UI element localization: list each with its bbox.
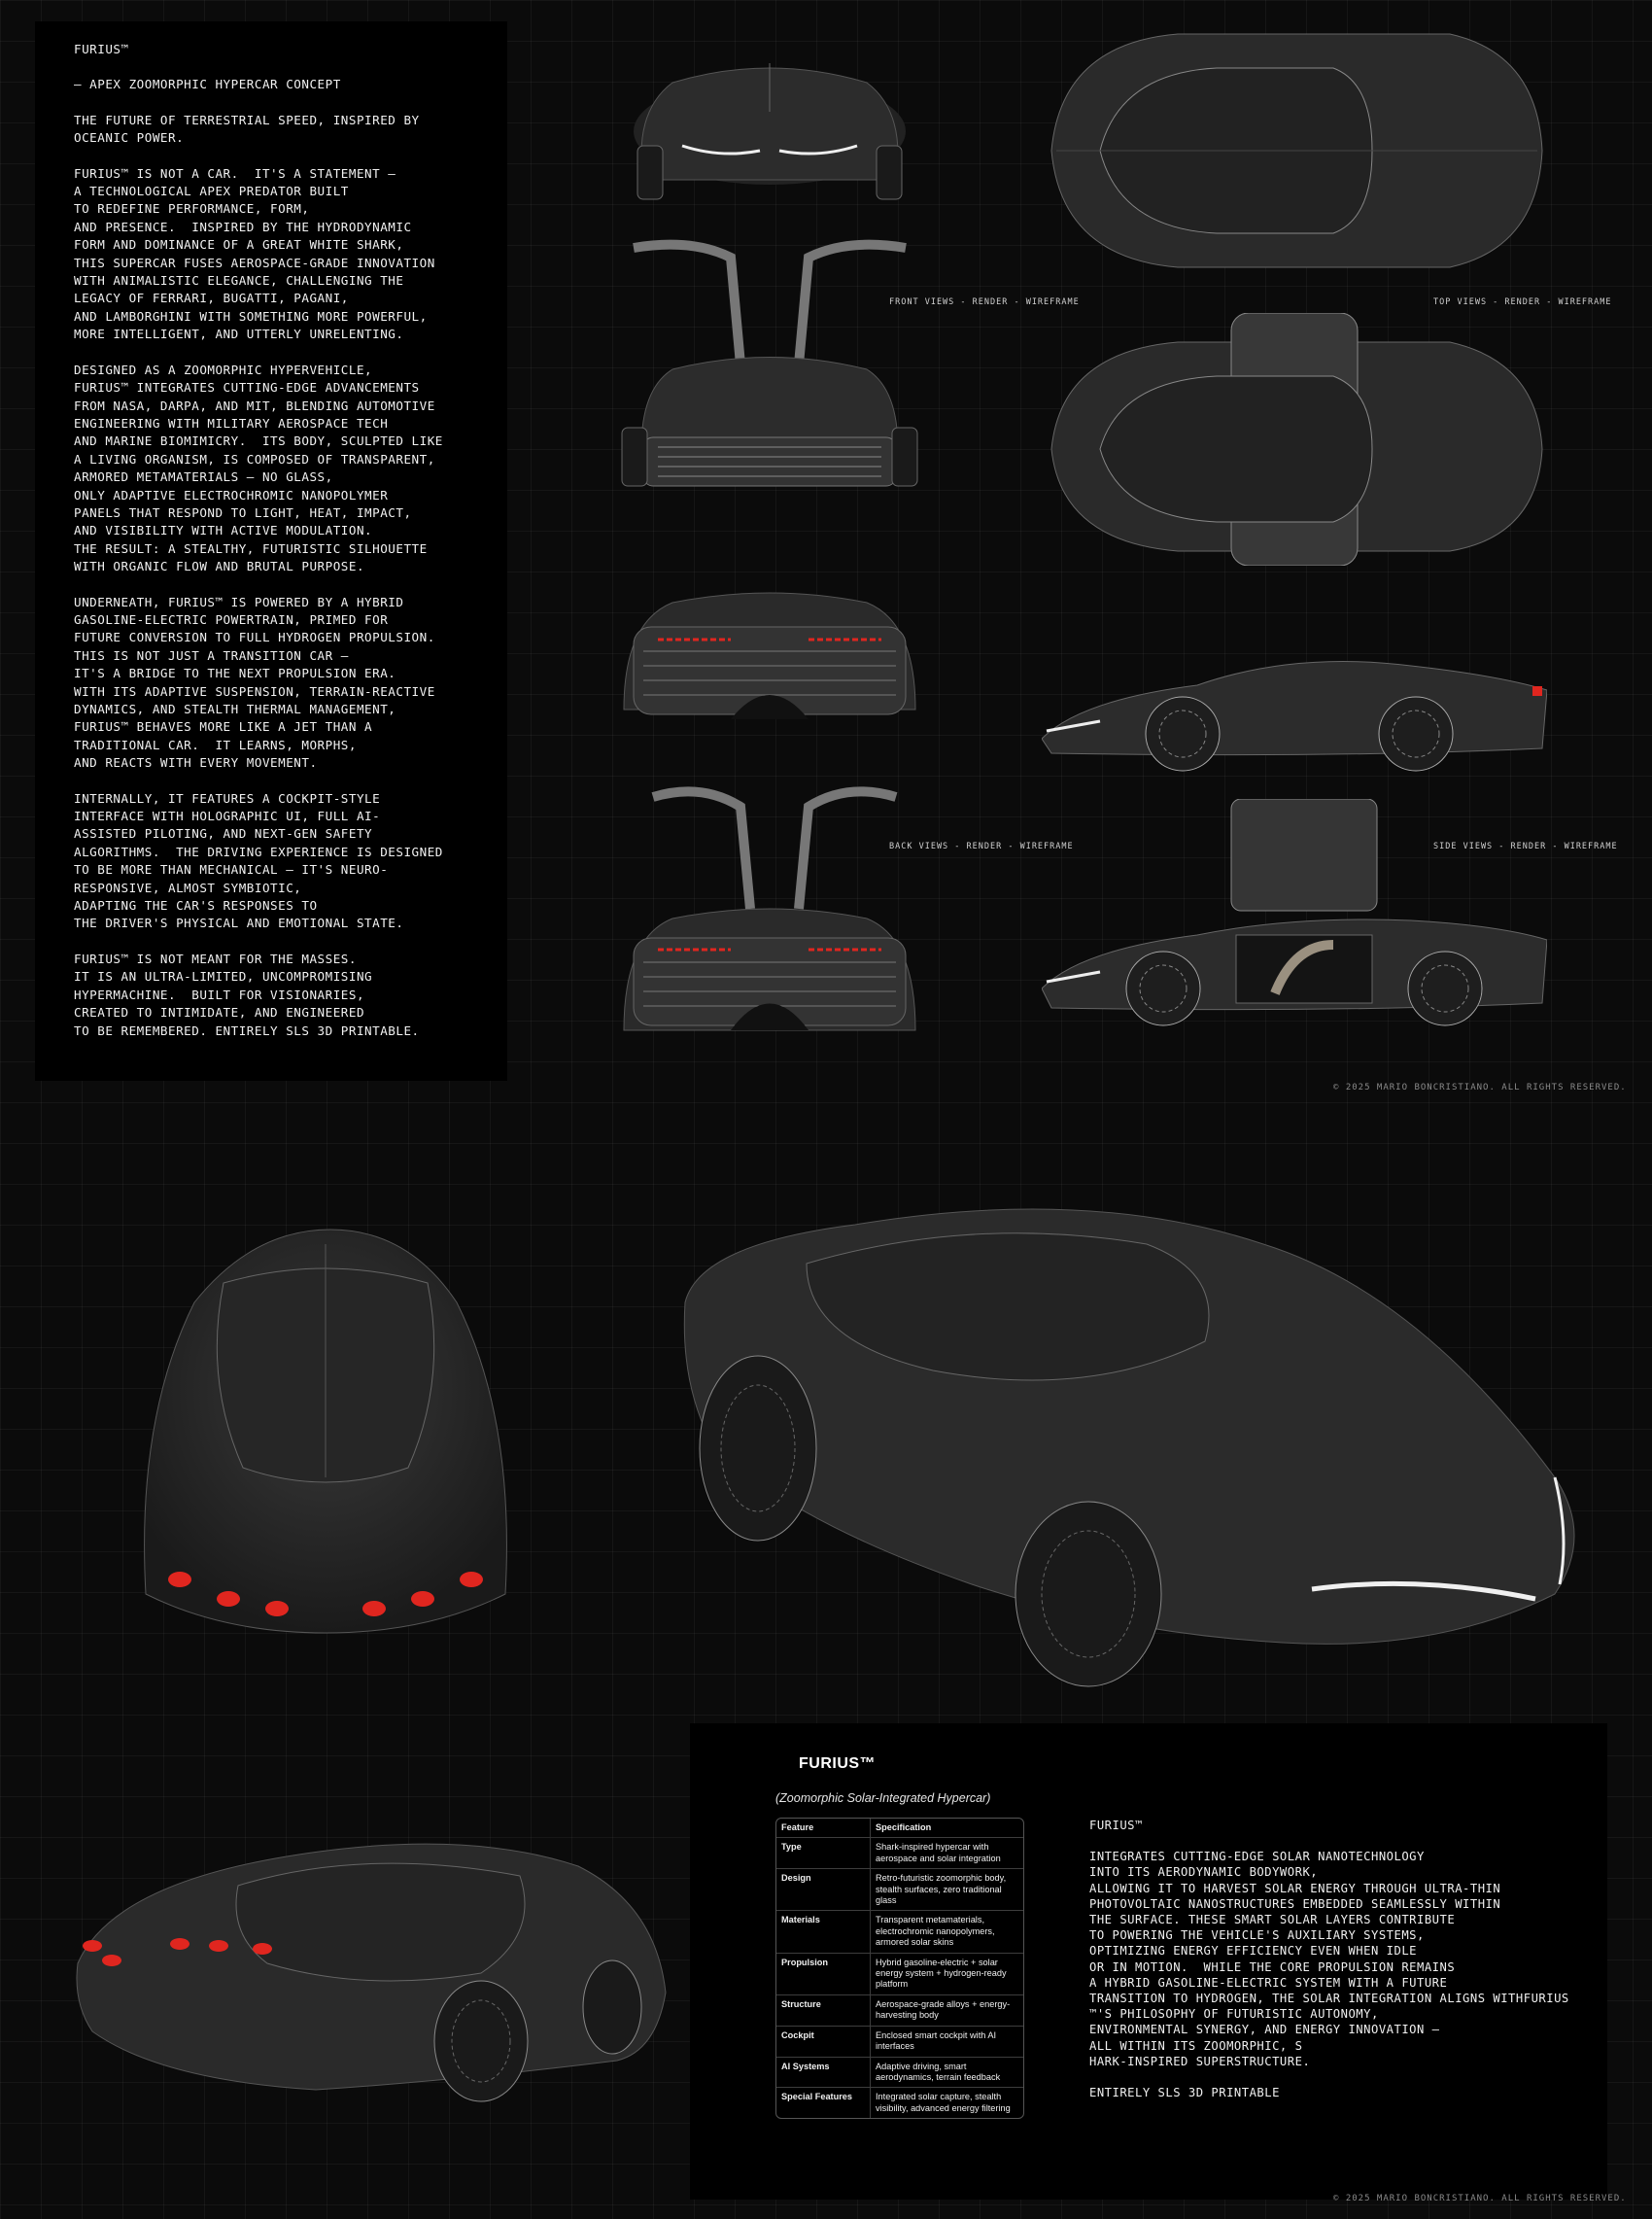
intro-line: FURIUS™ IS NOT MEANT FOR THE MASSES. [74, 951, 357, 966]
front-doors-open-render-image [614, 238, 925, 505]
intro-line: FUTURE CONVERSION TO FULL HYDROGEN PROPULSION. [74, 630, 435, 645]
side-doors-open-render-image [1042, 799, 1547, 1042]
intro-line: IT IS AN ULTRA-LIMITED, UNCOMPROMISING [74, 969, 373, 985]
intro-line: WITH ITS ADAPTIVE SUSPENSION, TERRAIN-REACTIVE [74, 683, 435, 699]
copyright-bottom: © 2025 MARIO BONCRISTIANO. ALL RIGHTS RESERVED. [1333, 2194, 1627, 2203]
intro-line: TRADITIONAL CAR. IT LEARNS, MORPHS, [74, 737, 357, 752]
spec-table-row [776, 1954, 1023, 1995]
spec-table-row [776, 1869, 1023, 1911]
solar-line: A HYBRID GASOLINE-ELECTRIC SYSTEM WITH A FUTURE [1089, 1975, 1448, 1990]
intro-paragraph [74, 594, 507, 773]
intro-paragraph [74, 112, 507, 148]
intro-title: FURIUS™ [74, 42, 129, 56]
back-doors-open-render-image [614, 782, 925, 1040]
spec-title: FURIUS™ [799, 1755, 877, 1772]
intro-line: A LIVING ORGANISM, IS COMPOSED OF TRANSPARENT, [74, 451, 435, 467]
intro-line: WITH ANIMALISTIC ELEGANCE, CHALLENGING THE [74, 273, 404, 289]
spec-feature-cell: Propulsion [776, 1954, 871, 1995]
intro-line: TO REDEFINE PERFORMANCE, FORM, [74, 201, 310, 217]
intro-line: HYPERMACHINE. BUILT FOR VISIONARIES, [74, 987, 365, 1002]
intro-body [74, 112, 507, 1040]
intro-line: FORM AND DOMINANCE OF A GREAT WHITE SHARK, [74, 237, 404, 253]
solar-line: ENVIRONMENTAL SYNERGY, AND ENERGY INNOVATION – [1089, 2023, 1440, 2037]
solar-line: PHOTOVOLTAIC NANOSTRUCTURES EMBEDDED SEAMLESSLY WITHIN [1089, 1896, 1501, 1911]
intro-paragraph [74, 951, 507, 1040]
intro-line: GASOLINE-ELECTRIC POWERTRAIN, PRIMED FOR [74, 611, 389, 627]
intro-line: INTERNALLY, IT FEATURES A COCKPIT-STYLE [74, 790, 381, 806]
intro-line: AND LAMBORGHINI WITH SOMETHING MORE POWERFUL, [74, 308, 428, 324]
spec-value-cell: Shark-inspired hypercar with aerospace and solar integration [871, 1838, 1023, 1869]
spec-value-cell: Integrated solar capture, stealth visibility, advanced energy filtering [876, 2092, 1011, 2113]
intro-line: FROM NASA, DARPA, AND MIT, BLENDING AUTOMOTIVE [74, 398, 435, 413]
intro-line: THIS IS NOT JUST A TRANSITION CAR – [74, 647, 349, 663]
spec-feature-cell: Type [776, 1838, 871, 1869]
intro-line: FURIUS™ INTEGRATES CUTTING-EDGE ADVANCEMENTS [74, 380, 420, 396]
solar-line: ALL WITHIN ITS ZOOMORPHIC, S [1089, 2038, 1303, 2053]
front-render-image [614, 53, 925, 209]
intro-line: AND PRESENCE. INSPIRED BY THE HYDRODYNAMIC [74, 219, 412, 234]
solar-line: INTO ITS AERODYNAMIC BODYWORK, [1089, 1865, 1319, 1880]
spec-value-cell: Hybrid gasoline-electric + solar energy system + hydrogen-ready platform [871, 1954, 1023, 1995]
spec-subtitle: (Zoomorphic Solar-Integrated Hypercar) [775, 1791, 991, 1805]
solar-line: OPTIMIZING ENERGY EFFICIENCY EVEN WHEN IDLE [1089, 1944, 1418, 1959]
intro-line: OCEANIC POWER. [74, 130, 185, 146]
spec-feature-cell: Cockpit [776, 2027, 871, 2058]
intro-tagline: – APEX ZOOMORPHIC HYPERCAR CONCEPT [74, 77, 341, 92]
intro-line: FURIUS™ BEHAVES MORE LIKE A JET THAN A [74, 719, 373, 735]
intro-paragraph [74, 362, 507, 576]
solar-line: TO POWERING THE VEHICLE'S AUXILIARY SYSTEMS, [1089, 1928, 1425, 1943]
intro-line: ENGINEERING WITH MILITARY AEROSPACE TECH [74, 415, 389, 431]
intro-line: AND REACTS WITH EVERY MOVEMENT. [74, 755, 318, 771]
intro-line: A TECHNOLOGICAL APEX PREDATOR BUILT [74, 184, 349, 199]
solar-paragraph [1089, 2085, 1569, 2100]
top-render-image [1042, 24, 1547, 272]
spec-table-row [776, 2027, 1023, 2058]
solar-line: FURIUS™ [1089, 1819, 1143, 1832]
spec-table-row [776, 1995, 1023, 2027]
spec-feature-cell: Design [776, 1869, 871, 1911]
spec-value-cell: Retro-futuristic zoomorphic body, stealth surfaces, zero traditional glass [871, 1869, 1023, 1911]
spec-feature-cell: Structure [776, 1995, 871, 2027]
solar-line: THE SURFACE. THESE SMART SOLAR LAYERS CONTRIBUTE [1089, 1913, 1456, 1927]
solar-line: ENTIRELY SLS 3D PRINTABLE [1089, 2086, 1280, 2100]
intro-line: CREATED TO INTIMIDATE, AND ENGINEERED [74, 1005, 365, 1021]
spec-table-row [776, 1838, 1023, 1869]
rear-three-quarter-render-image [73, 1827, 675, 2119]
spec-header-feature: Feature [776, 1819, 871, 1838]
intro-line: AND VISIBILITY WITH ACTIVE MODULATION. [74, 523, 373, 538]
spec-header-specification: Specification [871, 1819, 1023, 1838]
intro-line: THE DRIVER'S PHYSICAL AND EMOTIONAL STATE. [74, 916, 404, 931]
front-three-quarter-render-image [680, 1186, 1589, 1691]
intro-line: ARMORED METAMATERIALS – NO GLASS, [74, 469, 333, 485]
top-doors-open-render-image [1042, 313, 1547, 566]
copyright-top: © 2025 MARIO BONCRISTIANO. ALL RIGHTS RESERVED. [1333, 1083, 1627, 1092]
intro-line: TO BE REMEMBERED. ENTIRELY SLS 3D PRINTABLE. [74, 1023, 420, 1038]
intro-line: TO BE MORE THAN MECHANICAL – IT'S NEURO- [74, 862, 389, 878]
intro-line: INTERFACE WITH HOLOGRAPHIC UI, FULL AI- [74, 809, 381, 824]
intro-paragraph [74, 790, 507, 933]
spec-table [775, 1818, 1024, 2119]
intro-line: ASSISTED PILOTING, AND NEXT-GEN SAFETY [74, 826, 373, 842]
intro-line: RESPONSIVE, ALMOST SYMBIOTIC, [74, 880, 302, 895]
rear-top-perspective-render-image [136, 1225, 515, 1643]
spec-panel [690, 1723, 1607, 2200]
spec-value-cell: Aerospace-grade alloys + energy-harvesting body [871, 1995, 1023, 2027]
caption-side-views: SIDE VIEWS - RENDER - WIREFRAME [1433, 842, 1618, 851]
spec-feature-cell: Materials [776, 1911, 871, 1953]
solar-line: OR IN MOTION. WHILE THE CORE PROPULSION REMAINS [1089, 1959, 1456, 1974]
intro-line: LEGACY OF FERRARI, BUGATTI, PAGANI, [74, 291, 349, 306]
intro-line: PANELS THAT RESPOND TO LIGHT, HEAT, IMPACT, [74, 504, 412, 520]
side-render-image [1042, 641, 1547, 778]
intro-line: ONLY ADAPTIVE ELECTROCHROMIC NANOPOLYMER [74, 487, 389, 503]
solar-line: ALLOWING IT TO HARVEST SOLAR ENERGY THROUGH ULTRA-THIN [1089, 1881, 1501, 1895]
spec-table-row [776, 1911, 1023, 1953]
spec-table-header-row [776, 1819, 1023, 1838]
intro-line: THIS SUPERCAR FUSES AEROSPACE-GRADE INNOVATION [74, 255, 435, 270]
intro-line: THE RESULT: A STEALTHY, FUTURISTIC SILHOUETTE [74, 540, 428, 556]
intro-line: UNDERNEATH, FURIUS™ IS POWERED BY A HYBRID [74, 594, 404, 609]
solar-paragraph [1089, 1818, 1569, 1833]
intro-line: FURIUS™ IS NOT A CAR. IT'S A STATEMENT – [74, 165, 396, 181]
solar-line: ™'S PHILOSOPHY OF FUTURISTIC AUTONOMY, [1089, 2007, 1379, 2022]
caption-back-views: BACK VIEWS - RENDER - WIREFRAME [889, 842, 1074, 851]
spec-feature-cell: AI Systems [776, 2058, 871, 2089]
intro-line: MORE INTELLIGENT, AND UTTERLY UNRELENTING. [74, 327, 404, 342]
solar-paragraph [1089, 1849, 1569, 2069]
intro-line: ADAPTING THE CAR'S RESPONSES TO [74, 898, 318, 914]
intro-line: THE FUTURE OF TERRESTRIAL SPEED, INSPIRED BY [74, 112, 420, 127]
intro-paragraph [74, 165, 507, 344]
solar-line: INTEGRATES CUTTING-EDGE SOLAR NANOTECHNOLOGY [1089, 1850, 1425, 1864]
intro-line: WITH ORGANIC FLOW AND BRUTAL PURPOSE. [74, 559, 365, 574]
caption-top-views: TOP VIEWS - RENDER - WIREFRAME [1433, 297, 1612, 307]
spec-feature-cell: Special Features [776, 2088, 871, 2118]
solar-line: TRANSITION TO HYDROGEN, THE SOLAR INTEGRATION ALIGNS WITHFURIUS [1089, 1992, 1569, 2006]
spec-value-cell: Enclosed smart cockpit with AI interfaces [871, 2027, 1023, 2058]
back-render-image [614, 583, 925, 729]
solar-description [1089, 1818, 1569, 2116]
spec-table-row [776, 2058, 1023, 2089]
spec-value-cell: Transparent metamaterials, electrochromic nanopolymers, armored solar skins [871, 1911, 1023, 1953]
intro-line: AND MARINE BIOMIMICRY. ITS BODY, SCULPTED LIKE [74, 433, 443, 449]
intro-line: DESIGNED AS A ZOOMORPHIC HYPERVEHICLE, [74, 362, 373, 377]
intro-line: ALGORITHMS. THE DRIVING EXPERIENCE IS DESIGNED [74, 844, 443, 859]
caption-front-views: FRONT VIEWS - RENDER - WIREFRAME [889, 297, 1080, 307]
intro-line: DYNAMICS, AND STEALTH THERMAL MANAGEMENT, [74, 702, 396, 716]
intro-line: IT'S A BRIDGE TO THE NEXT PROPULSION ERA. [74, 666, 396, 681]
spec-value-cell: Adaptive driving, smart aerodynamics, terrain feedback [871, 2058, 1023, 2089]
intro-panel [35, 21, 507, 1081]
spec-table-row [776, 2088, 1023, 2118]
solar-line: HARK-INSPIRED SUPERSTRUCTURE. [1089, 2054, 1311, 2068]
